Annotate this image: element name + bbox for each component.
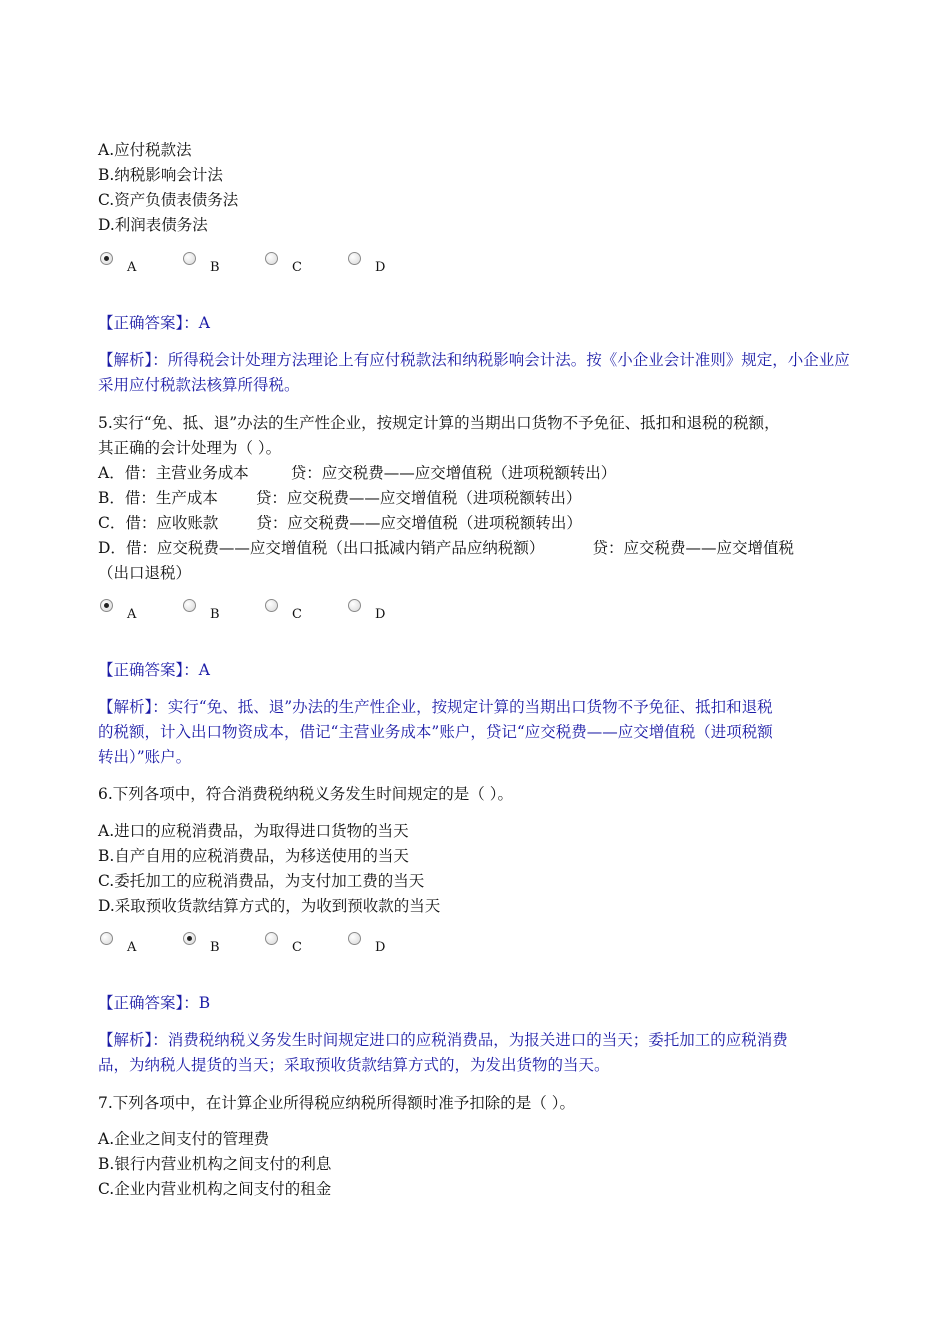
q5-option-b-credit: 贷：应交税费——应交增值税（进项税额转出） [255,489,582,507]
analysis-label: 【解析】： [98,1031,168,1049]
radio-label: D [375,940,386,955]
q5-correct-answer: 【正确答案】：A [98,661,210,679]
radio-unchecked-icon[interactable] [348,599,361,612]
radio-unchecked-icon[interactable] [100,932,113,945]
q4-option-c: C.资产负债表债务法 [98,191,239,209]
radio-label: A [127,260,137,275]
q4-correct-answer: 【正确答案】：A [98,314,210,332]
q6-option-c: C.委托加工的应税消费品，为支付加工费的当天 [98,872,425,890]
radio-unchecked-icon[interactable] [183,599,196,612]
q5-option-c-credit: 贷：应交税费——应交增值税（进项税额转出） [256,514,582,532]
q5-option-a-debit: A．借：主营业务成本 [98,464,249,482]
q6-question: 6.下列各项中，符合消费税纳税义务发生时间规定的是（ ）。 [98,785,513,803]
q4-option-b: B.纳税影响会计法 [98,166,223,184]
radio-checked-icon[interactable] [100,599,113,612]
q5-question-line2: 其正确的会计处理为（ ）。 [98,439,282,457]
q7-option-a: A.企业之间支付的管理费 [98,1130,270,1148]
radio-label: B [210,260,220,275]
radio-label: D [375,260,386,275]
q5-analysis-line3: 转出）”账户。 [98,748,192,766]
analysis-text: 实行“免、抵、退”办法的生产性企业，按规定计算的当期出口货物不予免征、抵扣和退税 [167,698,773,716]
radio-label: B [210,940,220,955]
radio-unchecked-icon[interactable] [265,252,278,265]
q5-option-d-debit: D．借：应交税费——应交增值税（出口抵减内销产品应纳税额） [98,539,545,557]
q6-option-a: A.进口的应税消费品，为取得进口货物的当天 [98,822,409,840]
radio-checked-icon[interactable] [100,252,113,265]
analysis-text: 所得税会计处理方法理论上有应付税款法和纳税影响会计法。按《小企业会计准则》规定，小企业应采用应付税款法核算所得税。 [98,351,850,394]
q5-option-d-credit: 贷：应交税费——应交增值税 [592,539,794,557]
q5-analysis-line1 [98,695,773,720]
radio-unchecked-icon[interactable] [265,932,278,945]
radio-label: D [375,607,386,622]
q5-analysis-line2: 的税额，计入出口物资成本，借记“主营业务成本”账户，贷记“应交税费——应交增值税（进项税额 [98,723,773,741]
analysis-label: 【解析】： [98,351,168,369]
q4-analysis [98,348,858,398]
q4-option-d: D.利润表债务法 [98,216,208,234]
q7-option-c: C.企业内营业机构之间支付的租金 [98,1180,332,1198]
q5-option-a [98,461,616,486]
q4-option-a: A.应付税款法 [98,141,192,159]
q5-option-c [98,511,582,536]
q7-option-b: B.银行内营业机构之间支付的利息 [98,1155,332,1173]
q5-option-c-debit: C．借：应收账款 [98,514,219,532]
radio-label: C [292,940,302,955]
q5-option-a-credit: 贷：应交税费——应交增值税（进项税额转出） [290,464,617,482]
radio-unchecked-icon[interactable] [348,932,361,945]
q7-question: 7.下列各项中，在计算企业所得税应纳税所得额时准予扣除的是（ ）。 [98,1094,575,1112]
q5-question-line1: 5.实行“免、抵、退”办法的生产性企业，按规定计算的当期出口货物不予免征、抵扣和退税的税额， [98,414,780,432]
q6-analysis-line1 [98,1028,788,1053]
q6-correct-answer: 【正确答案】：B [98,994,211,1012]
radio-label: C [292,260,302,275]
radio-label: A [127,940,137,955]
q5-option-b [98,486,581,511]
radio-checked-icon[interactable] [183,932,196,945]
radio-unchecked-icon[interactable] [265,599,278,612]
q6-analysis-line2: 品，为纳税人提货的当天；采取预收货款结算方式的，为发出货物的当天。 [98,1056,610,1074]
q6-option-d: D.采取预收货款结算方式的，为收到预收款的当天 [98,897,441,915]
radio-label: C [292,607,302,622]
q6-option-b: B.自产自用的应税消费品，为移送使用的当天 [98,847,409,865]
radio-label: A [127,607,137,622]
radio-unchecked-icon[interactable] [183,252,196,265]
radio-unchecked-icon[interactable] [348,252,361,265]
q5-option-d-line2: （出口退税） [98,564,192,582]
analysis-label: 【解析】： [98,698,168,716]
q5-option-d [98,536,794,561]
analysis-text: 消费税纳税义务发生时间规定进口的应税消费品，为报关进口的当天；委托加工的应税消费 [167,1031,788,1049]
q5-option-b-debit: B．借：生产成本 [98,489,218,507]
radio-label: B [210,607,220,622]
